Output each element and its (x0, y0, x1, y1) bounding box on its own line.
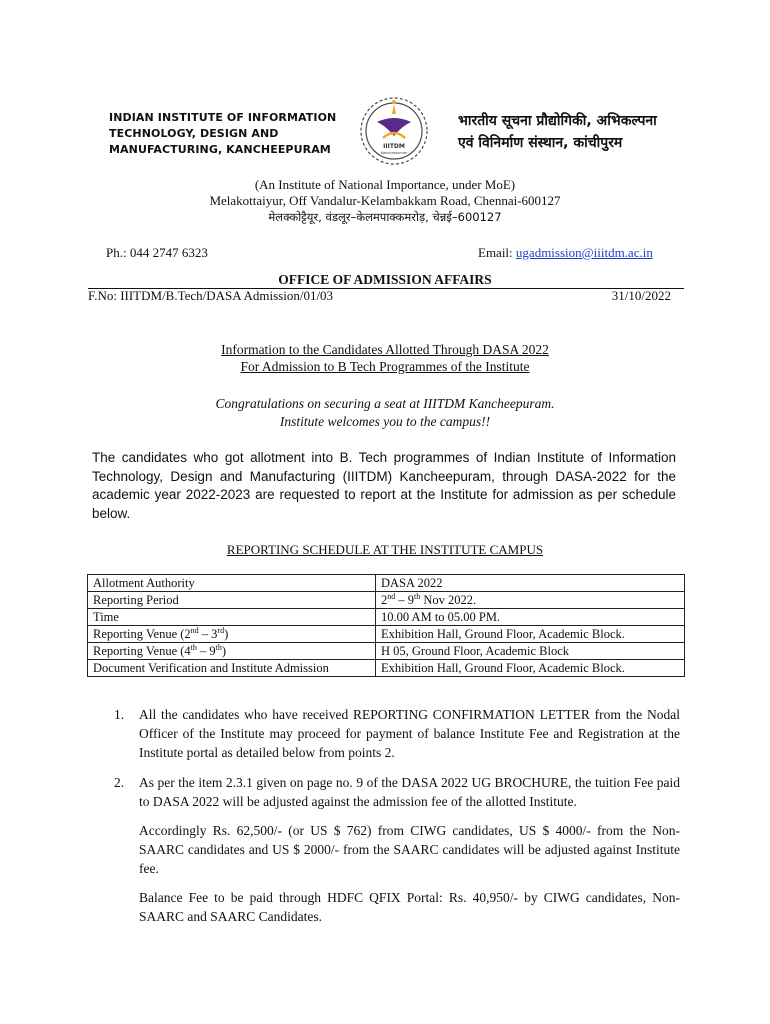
table-cell-value: Exhibition Hall, Ground Floor, Academic Block. (376, 660, 685, 677)
congrats-line2: Institute welcomes you to the campus!! (279, 414, 491, 429)
table-cell-value: DASA 2022 (376, 575, 685, 592)
table-cell-value: Exhibition Hall, Ground Floor, Academic Block. (376, 626, 685, 643)
logo-text-kancheepuram: Kancheepuram (380, 151, 408, 155)
table-row (88, 575, 685, 592)
table-row (88, 592, 685, 609)
institute-name-hindi: भारतीय सूचना प्रौद्योगिकी, अभिकल्पना एवं विनिर्माण संस्थान, कांचीपुरम (458, 113, 657, 151)
table-cell-value: 10.00 AM to 05.00 PM. (376, 609, 685, 626)
document-date: 31/10/2022 (611, 288, 671, 303)
institute-name-english: INDIAN INSTITUTE OF INFORMATION TECHNOLOGY, DESIGN AND MANUFACTURING, KANCHEEPURAM (109, 111, 337, 156)
list-item: 1. All the candidates who have received REPORTING CONFIRMATION LETTER from the Nodal Officer of the Institute may proceed for payment of balance Institute Fee and Registration at the Institute portal as detailed below from points 2. (114, 707, 680, 760)
table-cell-key: Document Verification and Institute Admission (88, 660, 376, 677)
table-cell-key: Allotment Authority (88, 575, 376, 592)
table-row (88, 643, 685, 660)
file-number: F.No: IIITDM/B.Tech/DASA Admission/01/03 (88, 288, 334, 303)
schedule-table (87, 574, 685, 677)
institute-address: Melakottaiyur, Off Vandalur-Kelambakkam Road, Chennai-600127 (209, 193, 561, 208)
table-cell-key: Reporting Venue (2nd – 3rd) (88, 626, 376, 643)
email-line: Email: ugadmission@iiitdm.ac.in (478, 245, 653, 260)
instructions-list (114, 705, 680, 937)
table-row (88, 609, 685, 626)
institute-logo (355, 92, 433, 170)
table-cell-value: H 05, Ground Floor, Academic Block (376, 643, 685, 660)
document-title-line2: For Admission to B Tech Programmes of the Institute (240, 359, 530, 374)
document-title-line1: Information to the Candidates Allotted Through DASA 2022 (221, 342, 549, 357)
schedule-title: REPORTING SCHEDULE AT THE INSTITUTE CAMPUS (226, 542, 544, 557)
table-cell-key: Reporting Period (88, 592, 376, 609)
congrats-line1: Congratulations on securing a seat at IIITDM Kancheepuram. (215, 396, 555, 411)
intro-paragraph: The candidates who got allotment into B. Tech programmes of Indian Institute of Information Technology, Design and Manufacturing (IIITDM) Kancheepuram, through DASA-2022 for the academic year 2022-2023 are requested to report at the Institute for admission as per schedule below. (92, 450, 676, 521)
logo-text-iiitdm: IIITDM (383, 143, 405, 150)
phone-number: Ph.: 044 2747 6323 (106, 245, 208, 260)
table-row (88, 660, 685, 677)
list-item: 2. As per the item 2.3.1 given on page no. 9 of the DASA 2022 UG BROCHURE, the tuition Fee paid to DASA 2022 will be adjusted against the admission fee of the allotted Institute. Accordingly Rs. 62,500/- (or US $ 762) from CIWG candidates, US $ 4000/- from the Non-SAARC candidates and US $ 2000/- from the SAARC candidates will be adjusted against Institute fee. Balance Fee to be paid through HDFC QFIX Portal: Rs. 40,950/- by CIWG candidates, Non-SAARC and SAARC Candidates. (114, 775, 680, 924)
email-link[interactable]: ugadmission@iiitdm.ac.in (515, 245, 653, 260)
table-cell-key: Reporting Venue (4th – 9th) (88, 643, 376, 660)
office-heading: OFFICE OF ADMISSION AFFAIRS (278, 272, 492, 287)
institute-address-hindi: मेलक्कोट्टैयूर, वंडलूर–केलमपाक्कमरोड़, चेन्नई–600127 (268, 210, 502, 224)
institute-subtitle: (An Institute of National Importance, under MoE) (254, 177, 516, 192)
table-row (88, 626, 685, 643)
table-cell-value: 2nd – 9th Nov 2022. (376, 592, 685, 609)
table-cell-key: Time (88, 609, 376, 626)
